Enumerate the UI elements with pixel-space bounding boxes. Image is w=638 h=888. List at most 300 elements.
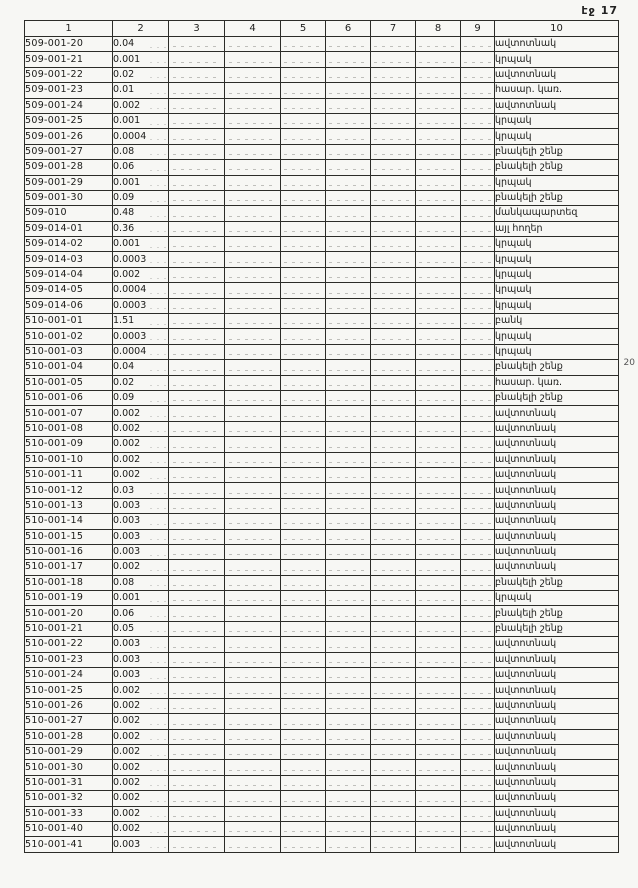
table-row bbox=[25, 698, 619, 713]
empty-cell bbox=[225, 621, 281, 636]
empty-cell bbox=[416, 514, 461, 529]
empty-cell bbox=[225, 606, 281, 621]
land-use: մանկապարտեզ bbox=[495, 206, 619, 221]
empty-cell bbox=[461, 37, 495, 52]
empty-cell bbox=[225, 329, 281, 344]
empty-cell bbox=[225, 560, 281, 575]
empty-cell bbox=[461, 252, 495, 267]
empty-cell bbox=[225, 452, 281, 467]
empty-cell bbox=[371, 175, 416, 190]
empty-cell bbox=[371, 621, 416, 636]
empty-cell bbox=[416, 437, 461, 452]
empty-cell bbox=[225, 113, 281, 128]
land-use: ավտոտնակ bbox=[495, 437, 619, 452]
table-row bbox=[25, 129, 619, 144]
area-value: 0.002 bbox=[113, 467, 169, 482]
empty-cell bbox=[169, 698, 225, 713]
empty-cell bbox=[169, 98, 225, 113]
empty-cell bbox=[326, 52, 371, 67]
parcel-code: 510-001-32 bbox=[25, 791, 113, 806]
empty-cell bbox=[169, 83, 225, 98]
land-use: ավտոտնակ bbox=[495, 406, 619, 421]
table-row bbox=[25, 837, 619, 852]
table-row bbox=[25, 821, 619, 836]
empty-cell bbox=[416, 190, 461, 205]
empty-cell bbox=[169, 160, 225, 175]
land-use: բնակելի շենք bbox=[495, 621, 619, 636]
parcel-code: 510-001-33 bbox=[25, 806, 113, 821]
table-row bbox=[25, 406, 619, 421]
area-value: 0.09 bbox=[113, 390, 169, 405]
empty-cell bbox=[461, 83, 495, 98]
empty-cell bbox=[225, 390, 281, 405]
empty-cell bbox=[169, 221, 225, 236]
table-row bbox=[25, 591, 619, 606]
empty-cell bbox=[281, 575, 326, 590]
empty-cell bbox=[416, 160, 461, 175]
parcel-code: 510-001-29 bbox=[25, 744, 113, 759]
area-value: 0.002 bbox=[113, 714, 169, 729]
parcel-code: 510-001-22 bbox=[25, 637, 113, 652]
empty-cell bbox=[371, 190, 416, 205]
area-value: 0.02 bbox=[113, 375, 169, 390]
empty-cell bbox=[281, 637, 326, 652]
parcel-code: 509-001-29 bbox=[25, 175, 113, 190]
parcel-code: 510-001-17 bbox=[25, 560, 113, 575]
parcel-code: 509-001-27 bbox=[25, 144, 113, 159]
empty-cell bbox=[416, 329, 461, 344]
empty-cell bbox=[371, 483, 416, 498]
empty-cell bbox=[461, 329, 495, 344]
parcel-code: 509-001-21 bbox=[25, 52, 113, 67]
area-value: 0.002 bbox=[113, 744, 169, 759]
parcel-code: 510-001-08 bbox=[25, 421, 113, 436]
land-use: կրպակ bbox=[495, 344, 619, 359]
empty-cell bbox=[461, 821, 495, 836]
empty-cell bbox=[416, 606, 461, 621]
table-row bbox=[25, 375, 619, 390]
empty-cell bbox=[371, 329, 416, 344]
parcel-code: 510-001-31 bbox=[25, 775, 113, 790]
area-value: 0.002 bbox=[113, 775, 169, 790]
empty-cell bbox=[281, 160, 326, 175]
empty-cell bbox=[169, 760, 225, 775]
land-use: ավտոտնակ bbox=[495, 483, 619, 498]
parcel-code: 509-014-06 bbox=[25, 298, 113, 313]
empty-cell bbox=[281, 452, 326, 467]
empty-cell bbox=[461, 190, 495, 205]
empty-cell bbox=[225, 591, 281, 606]
column-header-2: 2 bbox=[113, 21, 169, 37]
empty-cell bbox=[416, 698, 461, 713]
empty-cell bbox=[371, 437, 416, 452]
area-value: 0.002 bbox=[113, 421, 169, 436]
empty-cell bbox=[225, 421, 281, 436]
parcel-code: 510-001-15 bbox=[25, 529, 113, 544]
empty-cell bbox=[281, 544, 326, 559]
land-use: բնակելի շենք bbox=[495, 390, 619, 405]
area-value: 0.003 bbox=[113, 652, 169, 667]
empty-cell bbox=[416, 390, 461, 405]
empty-cell bbox=[281, 206, 326, 221]
empty-cell bbox=[281, 437, 326, 452]
empty-cell bbox=[169, 390, 225, 405]
empty-cell bbox=[461, 314, 495, 329]
empty-cell bbox=[371, 421, 416, 436]
empty-cell bbox=[371, 544, 416, 559]
column-header-5: 5 bbox=[281, 21, 326, 37]
empty-cell bbox=[281, 744, 326, 759]
empty-cell bbox=[461, 360, 495, 375]
empty-cell bbox=[225, 775, 281, 790]
empty-cell bbox=[461, 160, 495, 175]
empty-cell bbox=[416, 529, 461, 544]
empty-cell bbox=[169, 406, 225, 421]
empty-cell bbox=[326, 206, 371, 221]
empty-cell bbox=[225, 529, 281, 544]
parcel-code: 509-014-01 bbox=[25, 221, 113, 236]
table-row bbox=[25, 83, 619, 98]
empty-cell bbox=[225, 544, 281, 559]
parcel-code: 510-001-13 bbox=[25, 498, 113, 513]
parcel-code: 510-001-11 bbox=[25, 467, 113, 482]
empty-cell bbox=[461, 791, 495, 806]
empty-cell bbox=[326, 775, 371, 790]
empty-cell bbox=[225, 52, 281, 67]
table-row bbox=[25, 760, 619, 775]
land-use: բնակելի շենք bbox=[495, 606, 619, 621]
empty-cell bbox=[169, 498, 225, 513]
empty-cell bbox=[281, 806, 326, 821]
table-row bbox=[25, 514, 619, 529]
empty-cell bbox=[461, 744, 495, 759]
empty-cell bbox=[371, 683, 416, 698]
empty-cell bbox=[416, 591, 461, 606]
empty-cell bbox=[371, 221, 416, 236]
area-value: 0.05 bbox=[113, 621, 169, 636]
empty-cell bbox=[371, 283, 416, 298]
empty-cell bbox=[169, 652, 225, 667]
empty-cell bbox=[225, 252, 281, 267]
parcel-code: 510-001-30 bbox=[25, 760, 113, 775]
empty-cell bbox=[461, 421, 495, 436]
area-value: 0.002 bbox=[113, 98, 169, 113]
table-row bbox=[25, 390, 619, 405]
area-value: 0.01 bbox=[113, 83, 169, 98]
empty-cell bbox=[461, 760, 495, 775]
table-row bbox=[25, 637, 619, 652]
column-header-1: 1 bbox=[25, 21, 113, 37]
empty-cell bbox=[281, 591, 326, 606]
area-value: 0.02 bbox=[113, 67, 169, 82]
empty-cell bbox=[281, 652, 326, 667]
empty-cell bbox=[416, 775, 461, 790]
empty-cell bbox=[371, 575, 416, 590]
parcel-code: 510-001-10 bbox=[25, 452, 113, 467]
column-header-6: 6 bbox=[326, 21, 371, 37]
empty-cell bbox=[326, 760, 371, 775]
empty-cell bbox=[281, 483, 326, 498]
empty-cell bbox=[326, 344, 371, 359]
empty-cell bbox=[225, 83, 281, 98]
empty-cell bbox=[225, 760, 281, 775]
area-value: 0.002 bbox=[113, 683, 169, 698]
table-header-row bbox=[25, 21, 619, 37]
empty-cell bbox=[225, 406, 281, 421]
empty-cell bbox=[225, 483, 281, 498]
table-row bbox=[25, 98, 619, 113]
empty-cell bbox=[461, 529, 495, 544]
area-value: 0.003 bbox=[113, 544, 169, 559]
table-row bbox=[25, 283, 619, 298]
land-use: ավտոտնակ bbox=[495, 744, 619, 759]
empty-cell bbox=[326, 591, 371, 606]
parcel-code: 510-001-16 bbox=[25, 544, 113, 559]
empty-cell bbox=[416, 237, 461, 252]
empty-cell bbox=[169, 360, 225, 375]
empty-cell bbox=[461, 237, 495, 252]
parcel-code: 510-001-26 bbox=[25, 698, 113, 713]
table-row bbox=[25, 206, 619, 221]
empty-cell bbox=[281, 52, 326, 67]
empty-cell bbox=[169, 837, 225, 852]
empty-cell bbox=[371, 144, 416, 159]
empty-cell bbox=[371, 129, 416, 144]
table-row bbox=[25, 421, 619, 436]
table-row bbox=[25, 544, 619, 559]
empty-cell bbox=[326, 652, 371, 667]
empty-cell bbox=[169, 637, 225, 652]
empty-cell bbox=[416, 760, 461, 775]
empty-cell bbox=[281, 668, 326, 683]
column-header-7: 7 bbox=[371, 21, 416, 37]
land-use: կրպակ bbox=[495, 283, 619, 298]
empty-cell bbox=[169, 144, 225, 159]
empty-cell bbox=[371, 606, 416, 621]
empty-cell bbox=[416, 806, 461, 821]
land-use: կրպակ bbox=[495, 113, 619, 128]
empty-cell bbox=[326, 544, 371, 559]
empty-cell bbox=[169, 237, 225, 252]
parcel-code: 510-001-18 bbox=[25, 575, 113, 590]
parcel-code: 510-001-03 bbox=[25, 344, 113, 359]
empty-cell bbox=[169, 821, 225, 836]
land-use: կրպակ bbox=[495, 252, 619, 267]
empty-cell bbox=[281, 144, 326, 159]
empty-cell bbox=[416, 298, 461, 313]
land-use: ավտոտնակ bbox=[495, 791, 619, 806]
area-value: 0.08 bbox=[113, 575, 169, 590]
empty-cell bbox=[461, 683, 495, 698]
empty-cell bbox=[371, 560, 416, 575]
area-value: 0.001 bbox=[113, 237, 169, 252]
empty-cell bbox=[326, 575, 371, 590]
empty-cell bbox=[281, 175, 326, 190]
empty-cell bbox=[326, 113, 371, 128]
empty-cell bbox=[169, 575, 225, 590]
empty-cell bbox=[371, 775, 416, 790]
empty-cell bbox=[416, 837, 461, 852]
table-row bbox=[25, 498, 619, 513]
empty-cell bbox=[169, 252, 225, 267]
table-row bbox=[25, 344, 619, 359]
table-row bbox=[25, 52, 619, 67]
table-row bbox=[25, 560, 619, 575]
empty-cell bbox=[371, 698, 416, 713]
empty-cell bbox=[371, 360, 416, 375]
parcel-code: 510-001-20 bbox=[25, 606, 113, 621]
empty-cell bbox=[169, 267, 225, 282]
empty-cell bbox=[281, 83, 326, 98]
empty-cell bbox=[326, 514, 371, 529]
empty-cell bbox=[461, 129, 495, 144]
empty-cell bbox=[461, 729, 495, 744]
parcel-code: 510-001-41 bbox=[25, 837, 113, 852]
land-use: ավտոտնակ bbox=[495, 37, 619, 52]
empty-cell bbox=[371, 821, 416, 836]
empty-cell bbox=[461, 514, 495, 529]
table-row bbox=[25, 67, 619, 82]
empty-cell bbox=[225, 467, 281, 482]
area-value: 0.09 bbox=[113, 190, 169, 205]
parcel-code: 510-001-01 bbox=[25, 314, 113, 329]
land-use: ավտոտնակ bbox=[495, 760, 619, 775]
empty-cell bbox=[225, 791, 281, 806]
parcel-code: 509-001-23 bbox=[25, 83, 113, 98]
empty-cell bbox=[416, 668, 461, 683]
empty-cell bbox=[281, 344, 326, 359]
parcel-code: 509-014-04 bbox=[25, 267, 113, 282]
empty-cell bbox=[416, 744, 461, 759]
empty-cell bbox=[416, 821, 461, 836]
parcel-code: 510-001-24 bbox=[25, 668, 113, 683]
empty-cell bbox=[461, 483, 495, 498]
empty-cell bbox=[225, 221, 281, 236]
land-use: ավտոտնակ bbox=[495, 529, 619, 544]
land-use: ավտոտնակ bbox=[495, 544, 619, 559]
table-row bbox=[25, 729, 619, 744]
empty-cell bbox=[326, 421, 371, 436]
empty-cell bbox=[461, 52, 495, 67]
empty-cell bbox=[326, 683, 371, 698]
empty-cell bbox=[225, 837, 281, 852]
empty-cell bbox=[371, 113, 416, 128]
empty-cell bbox=[281, 37, 326, 52]
empty-cell bbox=[326, 560, 371, 575]
empty-cell bbox=[281, 375, 326, 390]
empty-cell bbox=[169, 714, 225, 729]
land-use: կրպակ bbox=[495, 129, 619, 144]
empty-cell bbox=[326, 821, 371, 836]
empty-cell bbox=[326, 698, 371, 713]
empty-cell bbox=[416, 637, 461, 652]
land-use: հասար. կառ. bbox=[495, 83, 619, 98]
empty-cell bbox=[281, 821, 326, 836]
empty-cell bbox=[416, 791, 461, 806]
table-row bbox=[25, 668, 619, 683]
empty-cell bbox=[326, 221, 371, 236]
empty-cell bbox=[461, 375, 495, 390]
empty-cell bbox=[461, 560, 495, 575]
empty-cell bbox=[281, 221, 326, 236]
land-use: ավտոտնակ bbox=[495, 498, 619, 513]
empty-cell bbox=[225, 744, 281, 759]
empty-cell bbox=[461, 298, 495, 313]
page-number: էջ 17 bbox=[581, 4, 618, 17]
empty-cell bbox=[225, 67, 281, 82]
empty-cell bbox=[416, 360, 461, 375]
empty-cell bbox=[326, 129, 371, 144]
empty-cell bbox=[461, 806, 495, 821]
empty-cell bbox=[416, 683, 461, 698]
parcel-code: 509-001-24 bbox=[25, 98, 113, 113]
empty-cell bbox=[225, 98, 281, 113]
table-row bbox=[25, 437, 619, 452]
land-use: ավտոտնակ bbox=[495, 729, 619, 744]
land-use: ավտոտնակ bbox=[495, 652, 619, 667]
empty-cell bbox=[371, 252, 416, 267]
area-value: 0.003 bbox=[113, 837, 169, 852]
empty-cell bbox=[169, 683, 225, 698]
empty-cell bbox=[461, 621, 495, 636]
parcel-code: 510-001-02 bbox=[25, 329, 113, 344]
empty-cell bbox=[326, 144, 371, 159]
table-row bbox=[25, 298, 619, 313]
empty-cell bbox=[416, 67, 461, 82]
empty-cell bbox=[416, 483, 461, 498]
parcel-code: 510-001-40 bbox=[25, 821, 113, 836]
land-use: բնակելի շենք bbox=[495, 190, 619, 205]
table-row bbox=[25, 714, 619, 729]
empty-cell bbox=[416, 344, 461, 359]
empty-cell bbox=[371, 591, 416, 606]
empty-cell bbox=[281, 237, 326, 252]
empty-cell bbox=[461, 67, 495, 82]
area-value: 0.001 bbox=[113, 113, 169, 128]
empty-cell bbox=[371, 406, 416, 421]
empty-cell bbox=[326, 283, 371, 298]
land-use: բանկ bbox=[495, 314, 619, 329]
empty-cell bbox=[281, 98, 326, 113]
empty-cell bbox=[416, 452, 461, 467]
margin-note: 20 bbox=[623, 358, 635, 368]
empty-cell bbox=[326, 160, 371, 175]
empty-cell bbox=[416, 575, 461, 590]
empty-cell bbox=[281, 467, 326, 482]
empty-cell bbox=[281, 683, 326, 698]
empty-cell bbox=[169, 129, 225, 144]
empty-cell bbox=[371, 760, 416, 775]
table-row bbox=[25, 160, 619, 175]
empty-cell bbox=[416, 52, 461, 67]
empty-cell bbox=[326, 67, 371, 82]
parcel-code: 510-001-14 bbox=[25, 514, 113, 529]
column-header-3: 3 bbox=[169, 21, 225, 37]
land-use: ավտոտնակ bbox=[495, 775, 619, 790]
empty-cell bbox=[281, 252, 326, 267]
area-value: 0.003 bbox=[113, 529, 169, 544]
land-parcels-table bbox=[24, 20, 619, 853]
empty-cell bbox=[326, 437, 371, 452]
empty-cell bbox=[281, 360, 326, 375]
land-use: ավտոտնակ bbox=[495, 452, 619, 467]
empty-cell bbox=[169, 544, 225, 559]
empty-cell bbox=[169, 467, 225, 482]
empty-cell bbox=[169, 483, 225, 498]
empty-cell bbox=[225, 714, 281, 729]
empty-cell bbox=[461, 452, 495, 467]
parcel-code: 510-001-09 bbox=[25, 437, 113, 452]
